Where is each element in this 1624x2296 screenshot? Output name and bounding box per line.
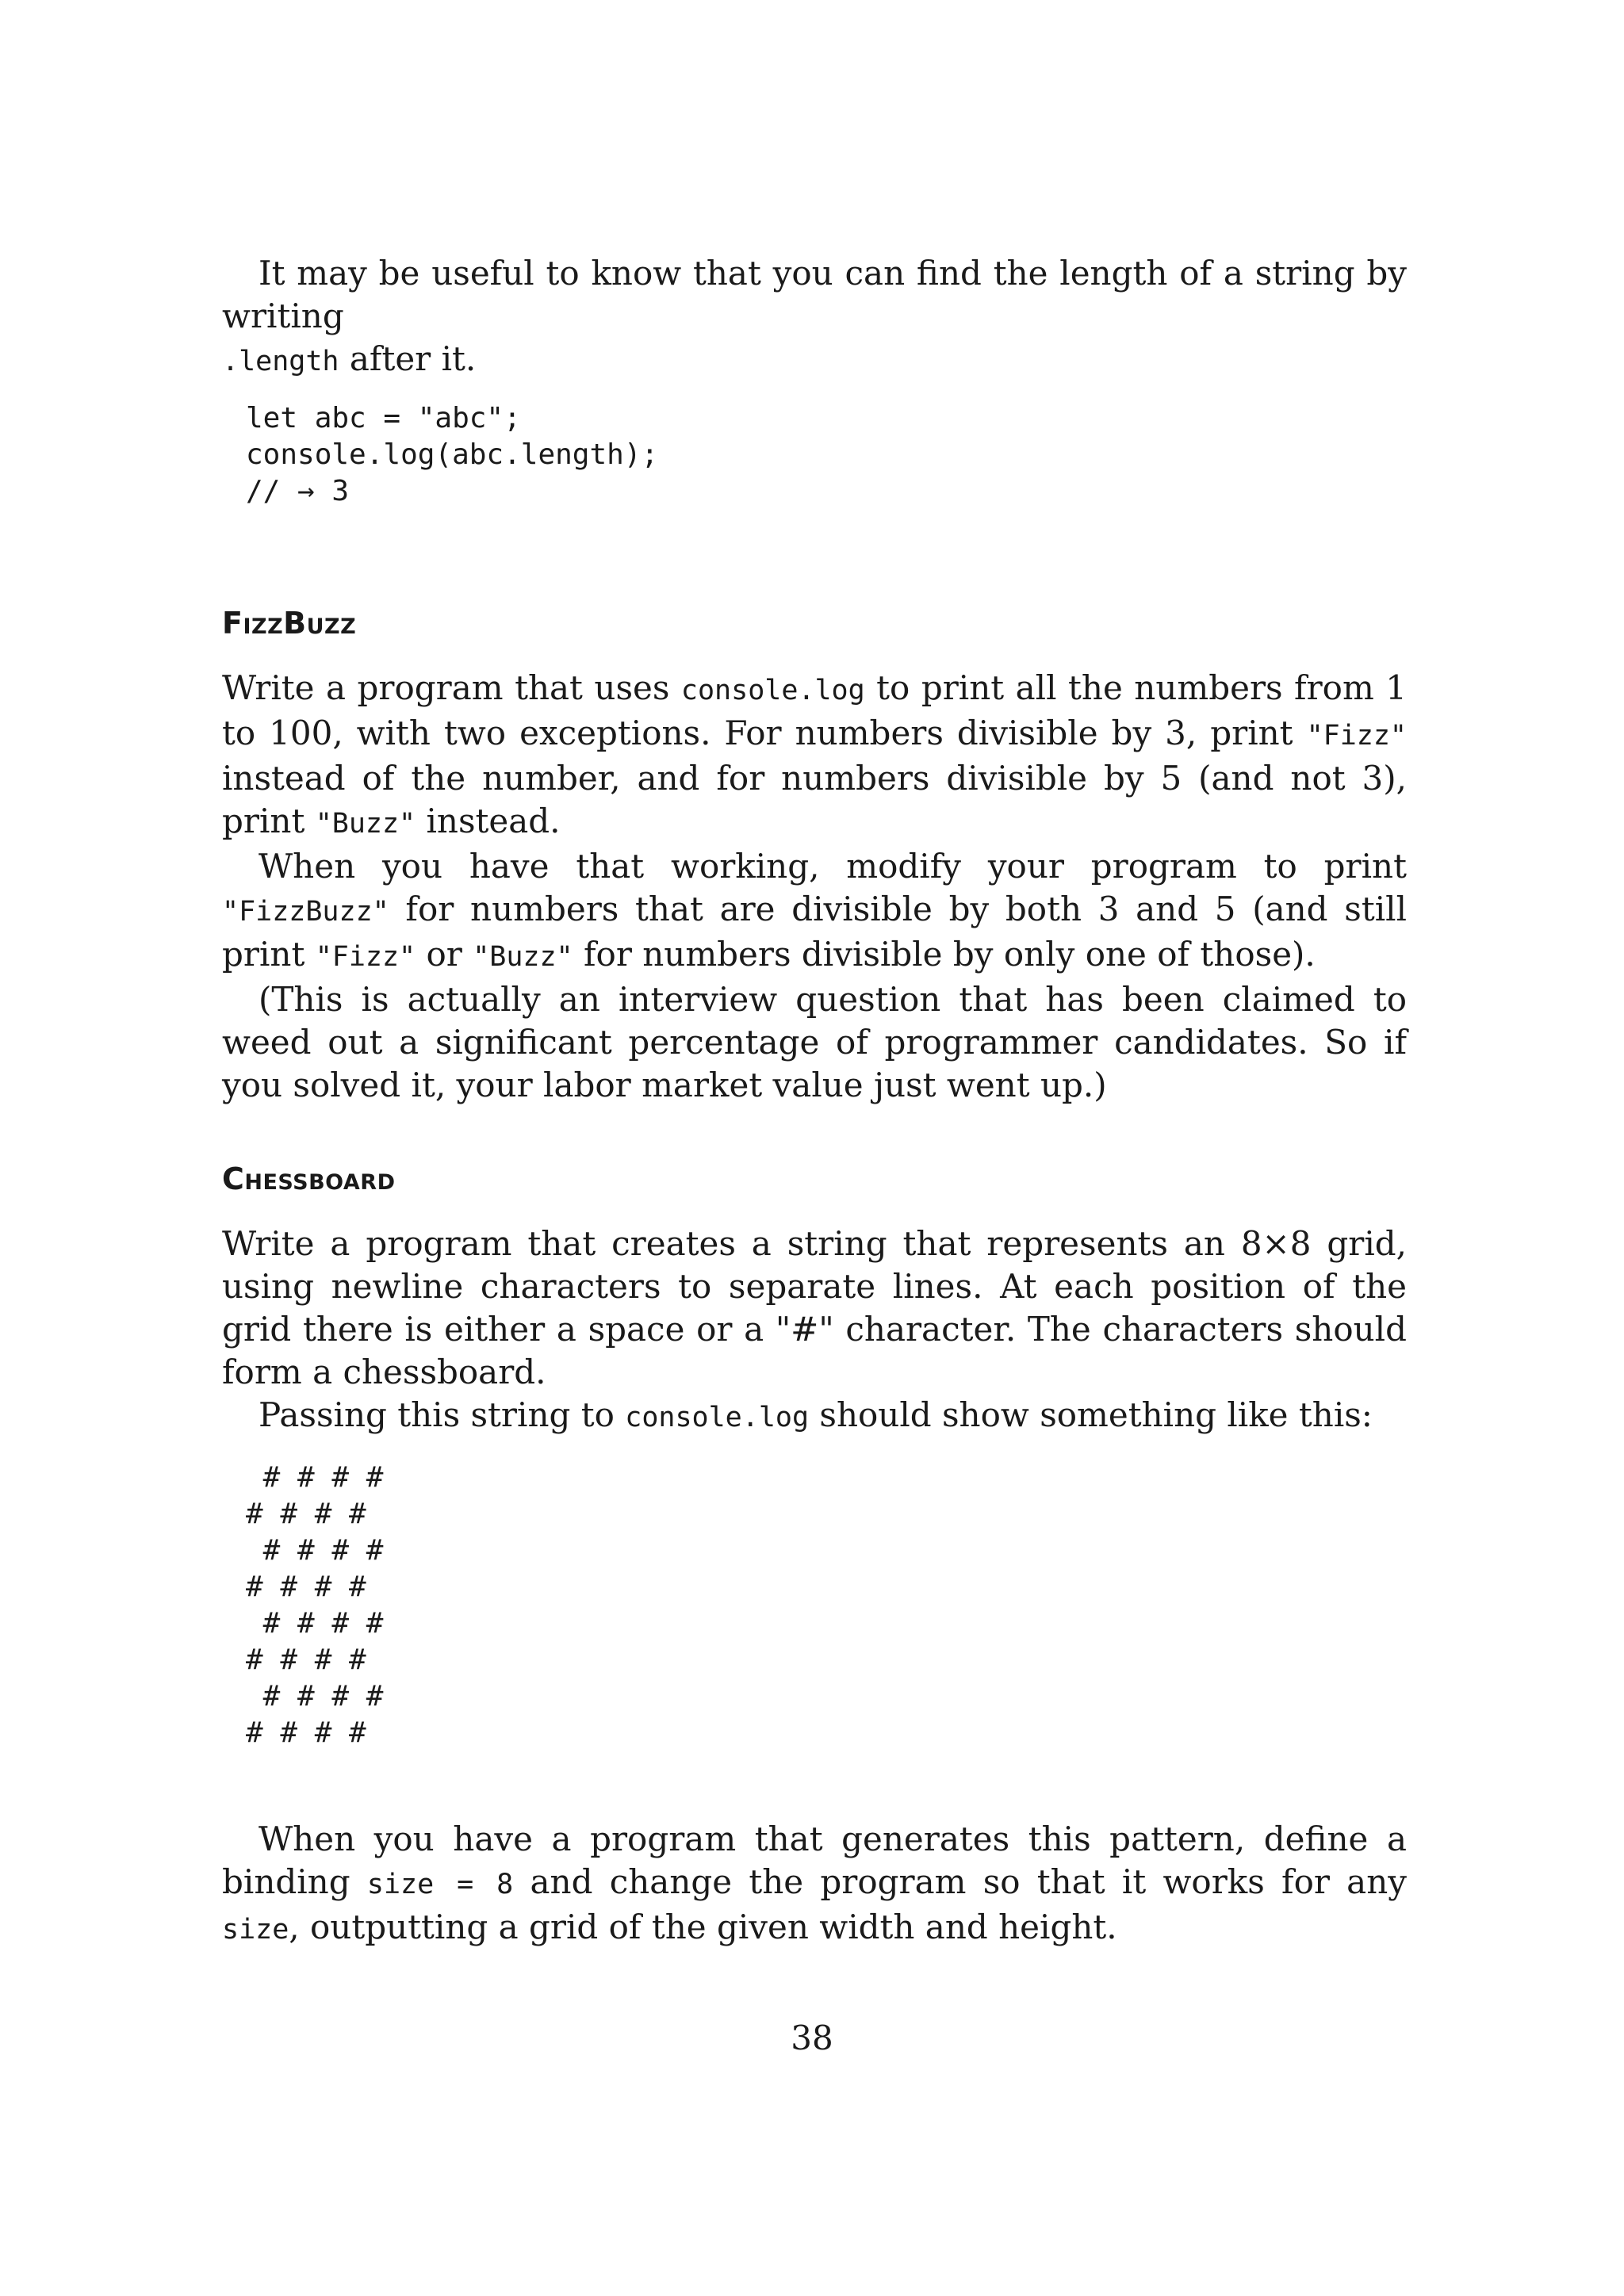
text: instead. — [416, 802, 561, 840]
fizzbuzz-paragraph-3: (This is actually an interview question that has been claimed to weed out a significant percentage of programmer candidates. So if you solved it, your labor market value just went up.) — [222, 980, 1407, 1104]
inline-code: "Fizz" — [1306, 720, 1407, 752]
chessboard-paragraph-1: Write a program that creates a string that represents an 8×8 grid, using newline characters to separate lines. At each position of the grid there is either a space or a "#" character. The characters should form a chessboard. — [222, 1224, 1407, 1391]
chessboard-output — [246, 1460, 1407, 1751]
page-number: 38 — [791, 2019, 833, 2057]
code-line: console.log(abc.length); — [246, 438, 659, 471]
text: for numbers that are divisible by both 3 and 5 (and still print — [222, 890, 1407, 974]
inline-code: "Buzz" — [473, 941, 573, 973]
inline-code: "Fizz" — [315, 941, 416, 973]
fizzbuzz-paragraph-2 — [222, 845, 1407, 978]
inline-code-length: .length — [222, 346, 339, 377]
text: When you have that working, modify your program to print — [259, 847, 1407, 886]
intro-text: It may be useful to know that you can find the length of a string by writing — [222, 254, 1407, 335]
code-line: let abc = "abc"; — [246, 402, 521, 434]
fizzbuzz-paragraph-1 — [222, 667, 1407, 845]
intro-paragraph — [222, 252, 1407, 383]
code-block-length — [246, 400, 1407, 510]
text: instead of the number, and for numbers divisible by 5 (and not 3), print — [222, 759, 1407, 840]
text: should show something like this: — [809, 1395, 1373, 1434]
chessboard-paragraph-3 — [222, 1818, 1407, 1951]
text: for numbers divisible by only one of those). — [573, 935, 1316, 974]
intro-text-after: after it. — [339, 339, 477, 378]
text: Passing this string to — [259, 1395, 626, 1434]
text: , outputting a grid of the given width and height. — [289, 1908, 1117, 1946]
board-line: # # # # — [246, 1716, 366, 1749]
inline-code: console.log — [625, 1402, 810, 1433]
inline-code: "Buzz" — [315, 808, 416, 840]
inline-code: "FizzBuzz" — [222, 896, 389, 928]
page-body — [222, 252, 1407, 1951]
board-line: # # # # — [246, 1534, 384, 1567]
inline-code: size = 8 — [366, 1869, 514, 1900]
chessboard-heading: Chessboard — [222, 1161, 396, 1196]
text: Write a program that uses — [222, 668, 681, 707]
board-line: # # # # — [246, 1571, 366, 1603]
board-line: # # # # — [246, 1607, 384, 1640]
board-line: # # # # — [246, 1461, 384, 1494]
text: to print all the numbers from 1 to 100, with two exceptions. For numbers divisible by 3, print — [222, 668, 1407, 752]
code-line: // → 3 — [246, 475, 350, 507]
text: and change the program so that it works for any — [513, 1862, 1407, 1901]
text: or — [416, 935, 473, 974]
inline-code: size — [222, 1914, 289, 1946]
inline-code: console.log — [680, 675, 865, 706]
chessboard-paragraph-2 — [222, 1394, 1407, 1439]
fizzbuzz-heading: FizzBuzz — [222, 606, 357, 641]
board-line: # # # # — [246, 1680, 384, 1712]
board-line: # # # # — [246, 1498, 366, 1530]
board-line: # # # # — [246, 1644, 366, 1676]
text: When you have a program that generates this pattern, define a binding — [222, 1820, 1407, 1901]
